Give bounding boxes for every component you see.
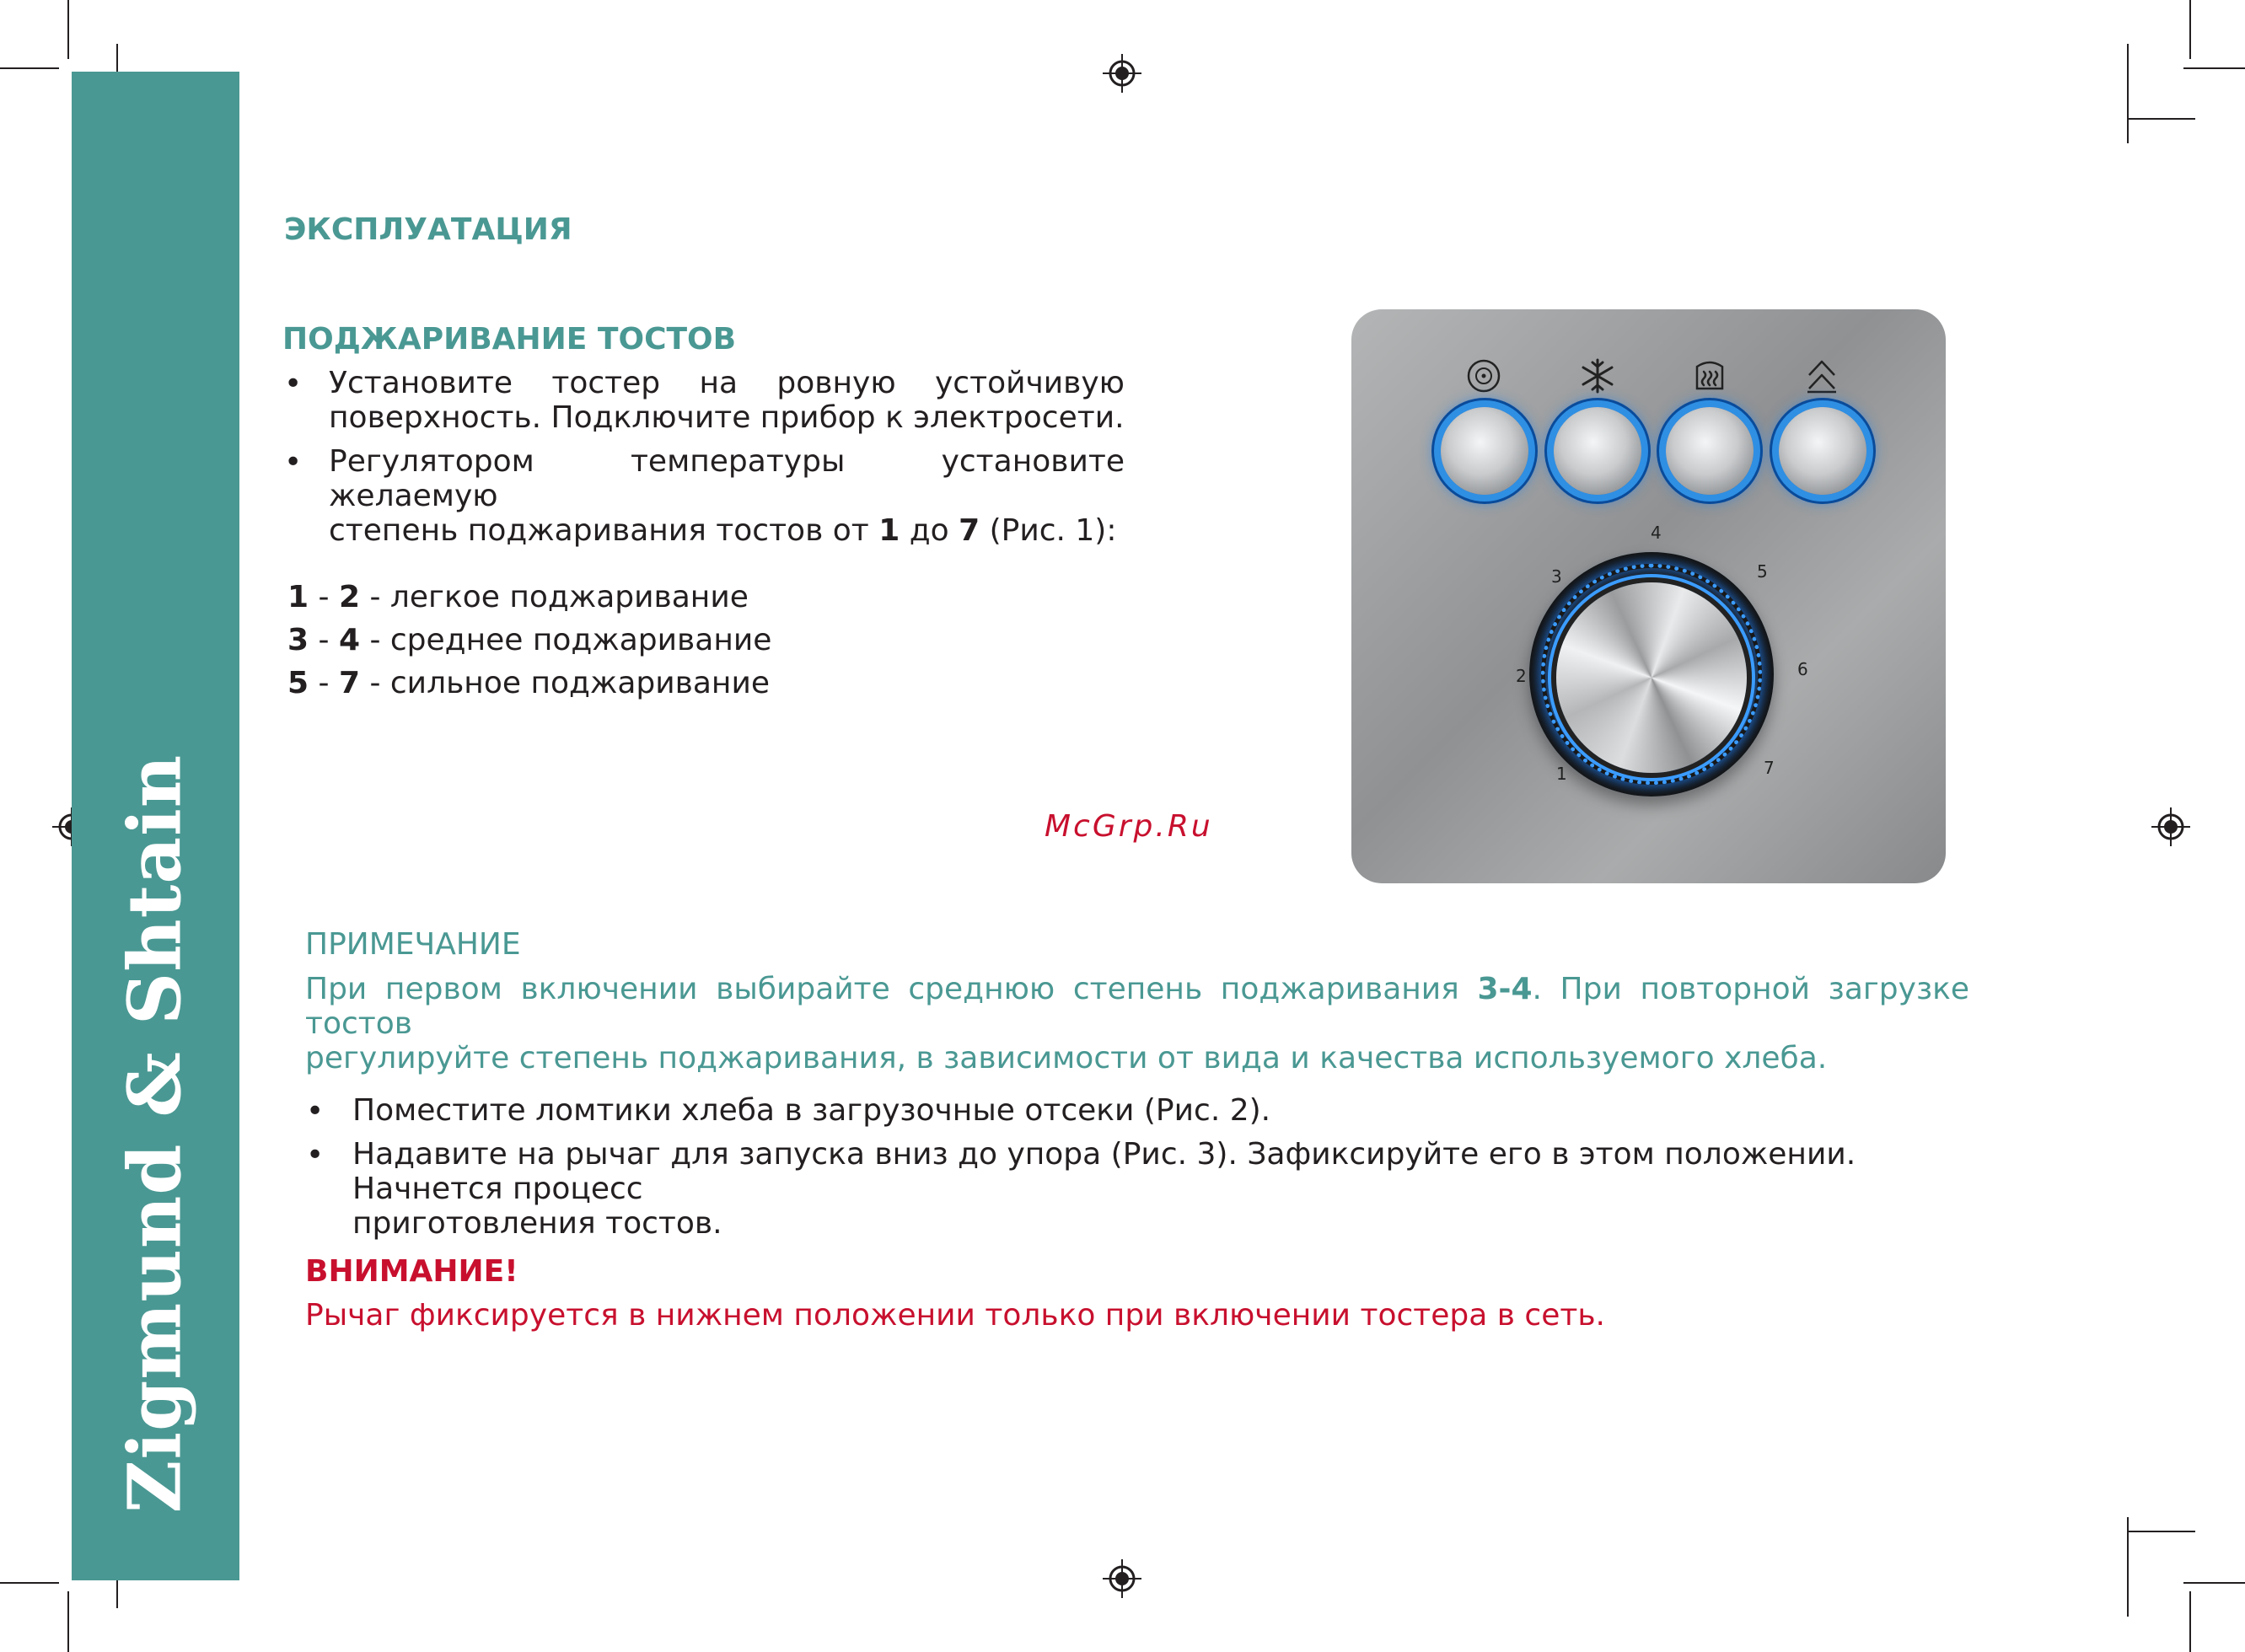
step-bullet-1: Поместите ломтики хлеба в загрузочные отсеки (Рис. 2).: [352, 1093, 1271, 1128]
level-to: 2: [338, 580, 361, 614]
text-line: [329, 513, 1125, 548]
bullet-marker: •: [284, 367, 303, 401]
level-sep: -: [309, 666, 339, 700]
level-from: 5: [287, 666, 309, 700]
level-min: 1: [878, 513, 900, 548]
level-sep: -: [309, 623, 339, 657]
level-sep: -: [309, 580, 339, 614]
level-to: 7: [338, 666, 361, 700]
text-line: [305, 972, 1969, 1041]
brand-logo: Zigmund & Shtain: [112, 754, 198, 1514]
dial-tick: 3: [1551, 566, 1562, 587]
text-run: (Рис. 1):: [980, 513, 1117, 548]
note-body: [305, 972, 1969, 1075]
dial-tick: 5: [1757, 561, 1768, 582]
level-label: - среднее поджаривание: [360, 623, 772, 657]
toasting-bullet-2: [329, 444, 1125, 548]
level-row: [287, 619, 771, 662]
toasting-bullet-1: [329, 366, 1125, 435]
watermark: McGrp.Ru: [1045, 809, 1213, 844]
warning-text: Рычаг фиксируется в нижнем положении только при включении тостера в сеть.: [305, 1298, 1605, 1333]
reheat-icon: [1689, 355, 1731, 397]
eject-icon: [1801, 355, 1843, 397]
subsection-title: ПОДЖАРИВАНИЕ ТОСТОВ: [282, 322, 737, 357]
defrost-circle-icon: [1463, 355, 1505, 397]
section-title: ЭКСПЛУАТАЦИЯ: [284, 212, 572, 247]
text-run: до: [900, 513, 959, 548]
dial-tick: 4: [1651, 523, 1662, 543]
crop-mark: [0, 1582, 59, 1584]
recommended-level: 3-4: [1477, 972, 1533, 1006]
level-row: [287, 662, 771, 705]
crop-mark: [2127, 44, 2129, 143]
level-to: 4: [338, 623, 361, 657]
crop-mark: [2127, 1531, 2195, 1532]
bullet-marker: •: [306, 1138, 325, 1172]
crop-mark: [2189, 1591, 2191, 1652]
toast-levels: [287, 576, 771, 705]
dial-tick: 6: [1797, 659, 1808, 679]
registration-mark-icon: [2151, 807, 2190, 846]
text-run: . При повторной загрузке тостов: [305, 972, 1969, 1041]
crop-mark: [0, 67, 59, 69]
text-line: Регулятором температуры установите желаемую: [329, 444, 1125, 513]
note-title: ПРИМЕЧАНИЕ: [305, 927, 521, 962]
reheat-button[interactable]: [1666, 407, 1754, 495]
text-line: поверхность. Подключите прибор к электросети.: [329, 400, 1125, 435]
cancel-eject-button[interactable]: [1779, 407, 1866, 495]
crop-mark: [2183, 67, 2245, 69]
text-line: регулируйте степень поджаривания, в зависимости от вида и качества используемого хлеба.: [305, 1041, 1828, 1075]
text-run: При первом включении выбирайте среднюю степень поджаривания: [305, 972, 1478, 1006]
text-line: приготовления тостов.: [352, 1206, 722, 1241]
crop-mark: [67, 1591, 69, 1652]
level-max: 7: [959, 513, 980, 548]
step-bullet-2: [352, 1137, 2005, 1241]
registration-mark-icon: [1103, 1559, 1141, 1598]
bullet-marker: •: [306, 1094, 325, 1129]
crop-mark: [2189, 0, 2191, 59]
frozen-button[interactable]: [1554, 407, 1641, 495]
level-from: 3: [287, 623, 309, 657]
crop-mark: [2183, 1582, 2245, 1584]
defrost-button[interactable]: [1441, 407, 1528, 495]
level-from: 1: [287, 580, 309, 614]
text-line: Надавите на рычаг для запуска вниз до упора (Рис. 3). Зафиксируйте его в этом положении. Начнется процесс: [352, 1137, 1856, 1206]
text-run: степень поджаривания тостов от: [329, 513, 879, 548]
crop-mark: [2127, 118, 2195, 120]
dial-tick: 1: [1556, 764, 1567, 784]
dial-tick: 7: [1764, 758, 1775, 778]
registration-mark-icon: [1103, 54, 1141, 93]
text-line: Установите тостер на ровную устойчивую: [329, 366, 1125, 400]
bullet-marker: •: [284, 445, 303, 480]
warning-title: ВНИМАНИЕ!: [305, 1254, 518, 1289]
level-label: - легкое поджаривание: [360, 580, 749, 614]
toaster-control-panel: [1351, 309, 1946, 883]
crop-mark: [67, 0, 69, 59]
level-row: [287, 576, 771, 619]
level-label: - сильное поджаривание: [360, 666, 771, 700]
browning-dial-bezel: [1529, 552, 1774, 796]
snowflake-icon: [1576, 355, 1619, 397]
browning-dial-knob[interactable]: [1556, 582, 1747, 773]
dial-tick: 2: [1516, 666, 1527, 686]
